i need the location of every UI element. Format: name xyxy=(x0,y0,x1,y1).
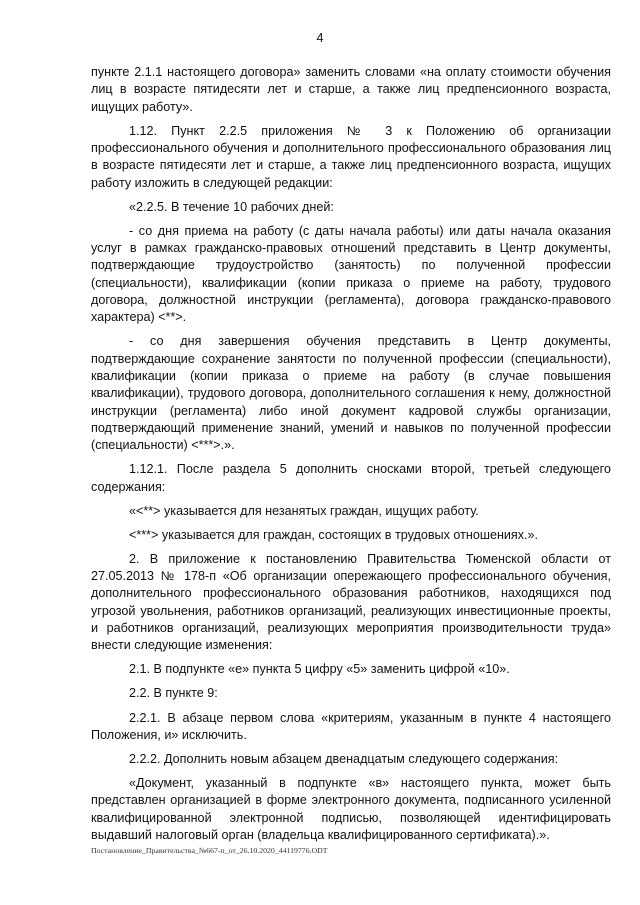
paragraph-1-12-1: 1.12.1. После раздела 5 дополнить сносками второй, третьей следующего содержания: xyxy=(91,462,611,494)
footnote-unemployed: «<**> указывается для незанятых граждан, ищущих работу. xyxy=(129,503,479,518)
paragraph-2-2-1: 2.2.1. В абзаце первом слова «критериям, указанным в пункте 4 настоящего Положения, и» исключить. xyxy=(91,710,611,742)
paragraph-2-2-2: 2.2.2. Дополнить новым абзацем двенадцатым следующего содержания: xyxy=(129,751,559,766)
footnote-employed: <***> указывается для граждан, состоящих в трудовых отношениях.». xyxy=(129,527,539,542)
paragraph-new-abzats: «Документ, указанный в подпункте «в» настоящего пункта, может быть представлен организацией в форме электронного документа, подписанного усиленной квалифицированной электронной подписью, позволяющей идентифицировать выдавший налоговый орган (владельца квалифицированного сертификата).». xyxy=(91,776,611,842)
page-number: 4 xyxy=(316,31,324,45)
paragraph-bullet-hiring: - со дня приема на работу (с даты начала работы) или даты начала оказания услуг в рамках гражданско-правовых отношений представить в Центр документы, подтверждающие трудоустройство (занятость) по полученной профессии (специальности), квалификации (копии приказа о приеме на работу, трудового договора, должностной инструкции (регламента), договора гражданско-правового характера) <**>. xyxy=(91,223,611,325)
footer-filename: Постановление_Правительства_№667-п_от_26.10.2020_44119776.ODT xyxy=(91,846,328,855)
paragraph-2: 2. В приложение к постановлению Правительства Тюменской области от 27.05.2013 № 178-п «Об организации опережающего профессионального обучения, дополнительного профессионального образования работников, находящихся под угрозой увольнения, работников организаций, реализующих инвестиционные проекты, и работников организаций, реализующих мероприятия производительности труда» внести следующие изменения: xyxy=(91,551,611,653)
paragraph-continuation: пункте 2.1.1 настоящего договора» заменить словами «на оплату стоимости обучения лиц в возрасте пятидесяти лет и старше, а также лиц предпенсионного возраста, ищущих работу». xyxy=(91,65,611,114)
paragraph-bullet-training-completion: - со дня завершения обучения представить в Центр документы, подтверждающие сохранение занятости по полученной профессии (специальности), квалификации (копии приказа о приеме на работу (в случае повышения квалификации), трудового договора, дополнительного соглашения к нему, должностной инструкции (регламента) либо иной документ кадровой службы организации, подтверждающий применение знаний, умений и навыков по полученной профессии (специальности) <***>.». xyxy=(91,334,611,453)
paragraph-1-12: 1.12. Пункт 2.2.5 приложения № 3 к Положению об организации профессионального обучения и дополнительного профессионального образования лиц в возрасте пятидесяти лет и старше, а также лиц предпенсионного возраста, ищущих работу изложить в следующей редакции: xyxy=(91,123,611,190)
paragraph-2-1: 2.1. В подпункте «е» пункта 5 цифру «5» заменить цифрой «10». xyxy=(129,662,510,677)
document-body xyxy=(91,64,611,851)
paragraph-2-2-5-heading: «2.2.5. В течение 10 рабочих дней: xyxy=(129,199,334,214)
paragraph-2-2: 2.2. В пункте 9: xyxy=(129,686,218,701)
